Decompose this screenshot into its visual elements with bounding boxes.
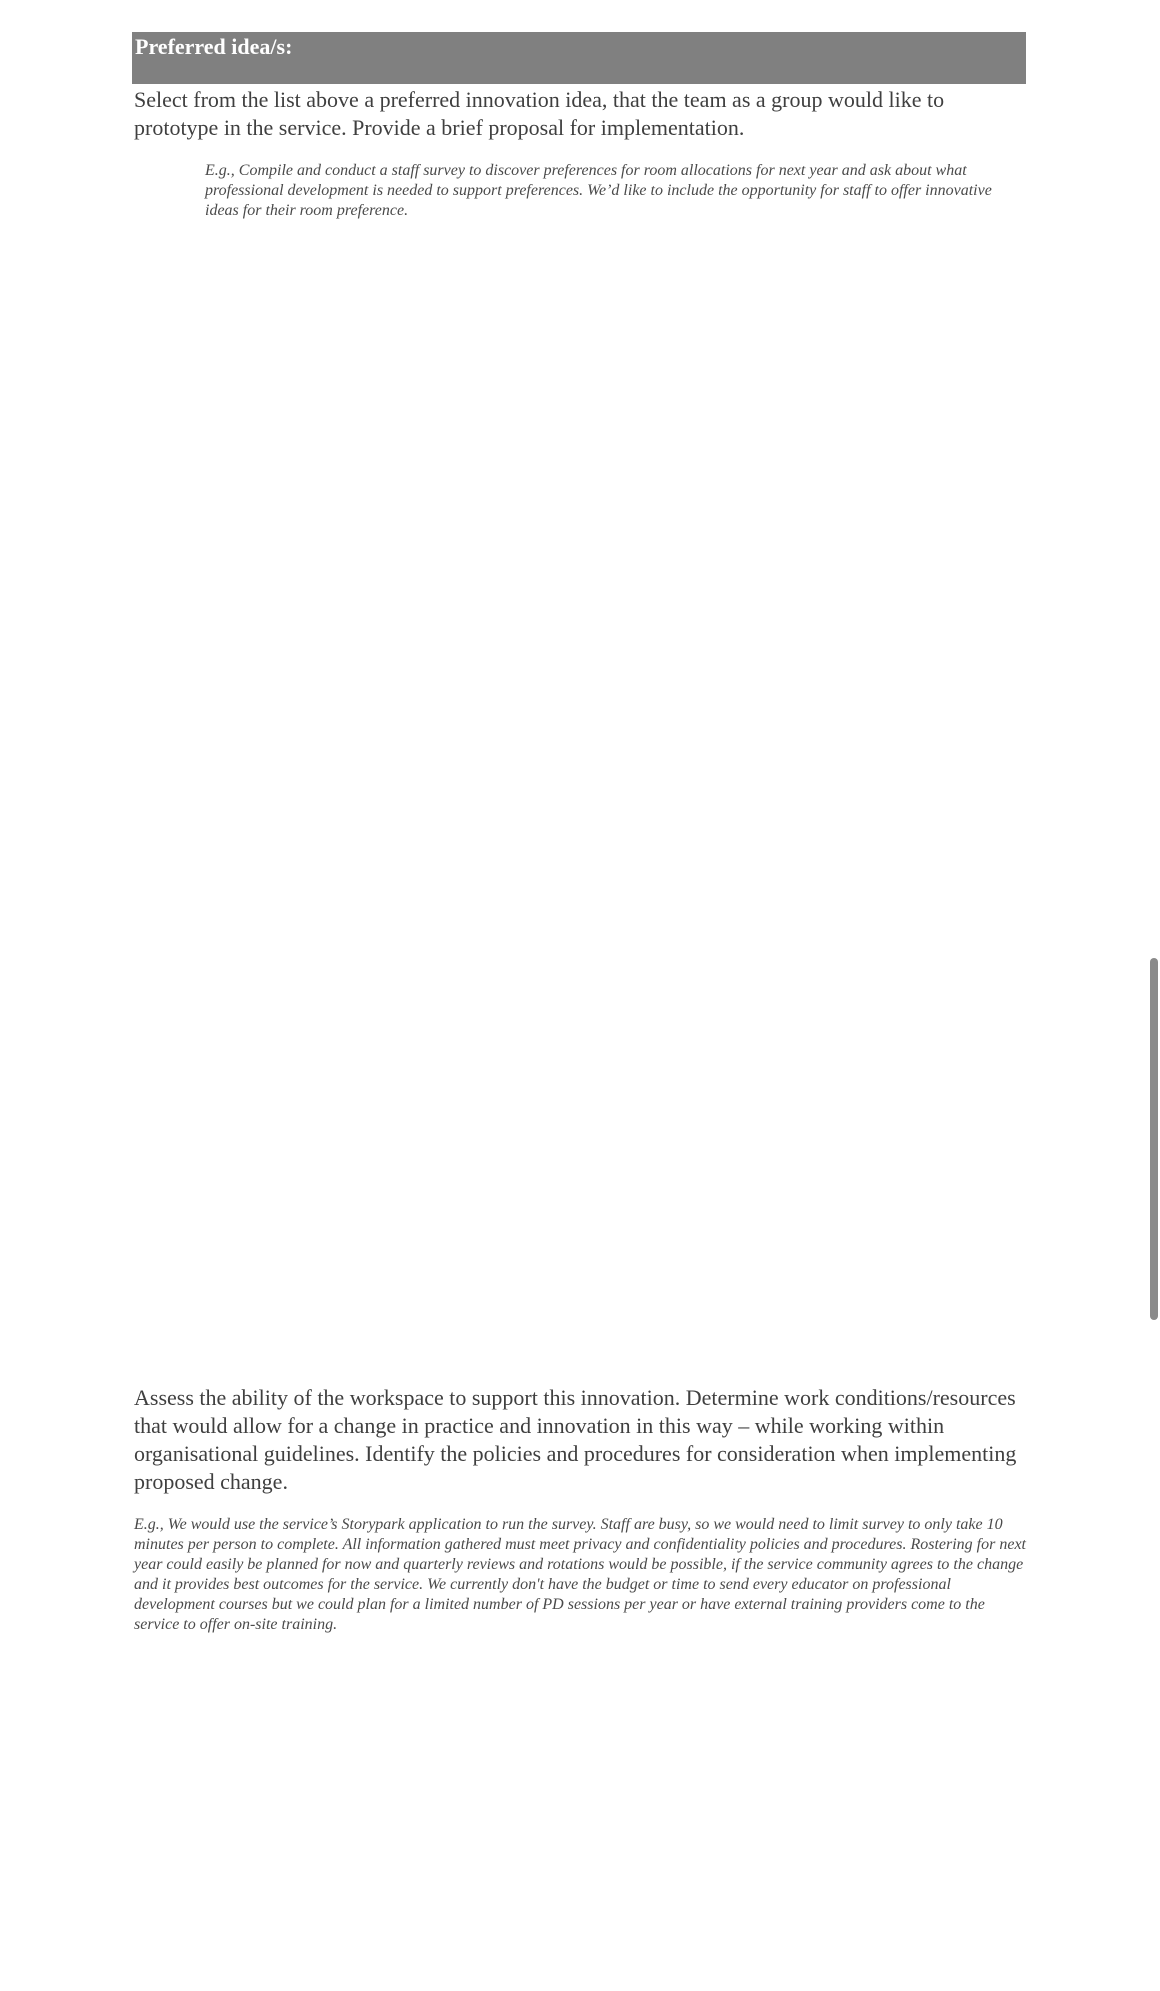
scrollbar-thumb[interactable] (1150, 958, 1158, 1320)
first-prompt-text: Select from the list above a preferred innovation idea, that the team as a group would like to prototype in the service. Provide a brief proposal for implementation. (134, 87, 945, 140)
second-response-area[interactable] (134, 1650, 1026, 1970)
second-example-text: E.g., We would use the service’s Storypark application to run the survey. Staff are busy, so we would need to limit survey to only take 10 minutes per person to complete. All information gathered must meet privacy and confidentiality policies and procedures. Rostering for next year could easily be planned for now and quarterly reviews and rotations would be possible, if the service community agrees to the change and it provides best outcomes for the service. We currently don't have the budget or time to send every educator on professional development courses but we could plan for a limited number of PD sessions per year or have external training providers come to the service to offer on-site training. (134, 1516, 1026, 1633)
vertical-scrollbar[interactable] (1146, 0, 1160, 1991)
section-title: Preferred idea/s: (135, 34, 293, 59)
section-header (132, 32, 1026, 84)
second-prompt-text: Assess the ability of the workspace to support this innovation. Determine work conditions/resources that would allow for a change in practice and innovation in this way – while working within organisational guidelines. Identify the policies and procedures for consideration when implementing proposed change. (134, 1385, 1017, 1494)
first-response-area[interactable] (134, 230, 1026, 1370)
first-example-text: E.g., Compile and conduct a staff survey to discover preferences for room allocations for next year and ask about what professional development is needed to support preferences. We’d like to include the opportunity for staff to offer innovative ideas for their room preference. (205, 162, 992, 219)
